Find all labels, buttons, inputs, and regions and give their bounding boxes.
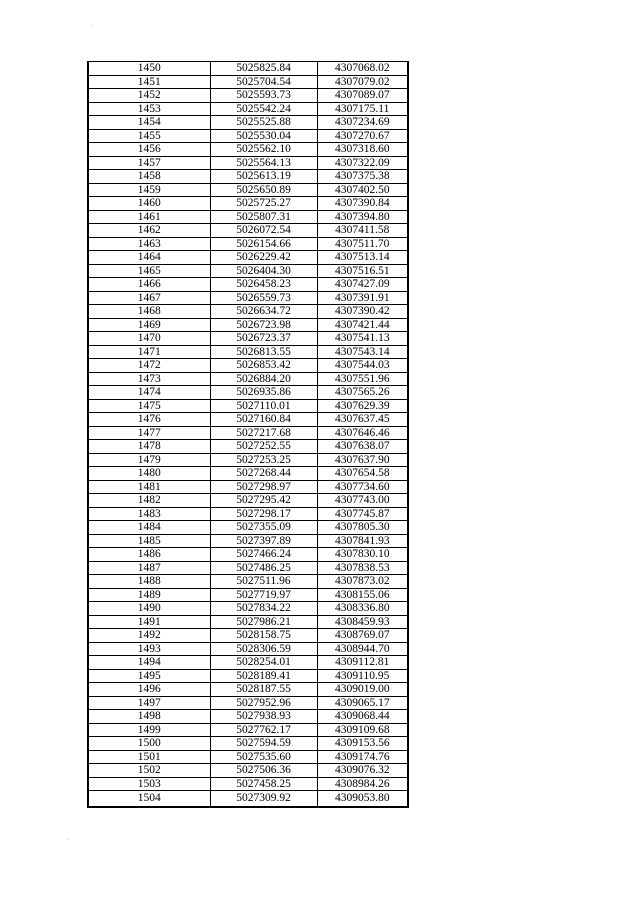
y-coordinate-cell: 4307516.51 [317, 264, 408, 278]
x-coordinate-cell: 5027486.25 [210, 561, 317, 575]
y-coordinate-cell: 4309153.56 [317, 737, 408, 751]
x-coordinate-cell: 5027253.25 [210, 453, 317, 467]
table-row [88, 494, 408, 508]
y-coordinate-cell: 4307513.14 [317, 251, 408, 265]
x-coordinate-cell: 5025613.19 [210, 170, 317, 184]
x-coordinate-cell: 5027298.97 [210, 480, 317, 494]
x-coordinate-cell: 5027295.42 [210, 494, 317, 508]
table-row [88, 669, 408, 683]
y-coordinate-cell: 4309109.68 [317, 723, 408, 737]
point-number-cell: 1452 [88, 89, 210, 103]
y-coordinate-cell: 4309112.81 [317, 656, 408, 670]
table-row [88, 116, 408, 130]
y-coordinate-cell: 4307629.39 [317, 399, 408, 413]
point-number-cell: 1471 [88, 345, 210, 359]
point-number-cell: 1503 [88, 777, 210, 791]
table-row [88, 197, 408, 211]
point-number-cell: 1464 [88, 251, 210, 265]
y-coordinate-cell: 4309065.17 [317, 696, 408, 710]
x-coordinate-cell: 5026634.72 [210, 305, 317, 319]
x-coordinate-cell: 5026723.37 [210, 332, 317, 346]
coordinates-table-body [88, 62, 408, 808]
table-row [88, 507, 408, 521]
x-coordinate-cell: 5026404.30 [210, 264, 317, 278]
y-coordinate-cell: 4307838.53 [317, 561, 408, 575]
corner-mark-bottom: · [66, 835, 69, 844]
table-row [88, 386, 408, 400]
point-number-cell: 1462 [88, 224, 210, 238]
table-row [88, 251, 408, 265]
x-coordinate-cell: 5027719.97 [210, 588, 317, 602]
point-number-cell: 1495 [88, 669, 210, 683]
x-coordinate-cell: 5027594.59 [210, 737, 317, 751]
point-number-cell: 1477 [88, 426, 210, 440]
table-row [88, 143, 408, 157]
y-coordinate-cell: 4309110.95 [317, 669, 408, 683]
point-number-cell: 1497 [88, 696, 210, 710]
table-row [88, 588, 408, 602]
x-coordinate-cell: 5027834.22 [210, 602, 317, 616]
y-coordinate-cell: 4307391.91 [317, 291, 408, 305]
y-coordinate-cell: 4309174.76 [317, 750, 408, 764]
x-coordinate-cell: 5027762.17 [210, 723, 317, 737]
point-number-cell: 1472 [88, 359, 210, 373]
table-row [88, 453, 408, 467]
table-row [88, 399, 408, 413]
x-coordinate-cell: 5027986.21 [210, 615, 317, 629]
point-number-cell: 1492 [88, 629, 210, 643]
table-row [88, 345, 408, 359]
point-number-cell: 1479 [88, 453, 210, 467]
table-row [88, 575, 408, 589]
y-coordinate-cell: 4307421.44 [317, 318, 408, 332]
y-coordinate-cell: 4307394.80 [317, 210, 408, 224]
x-coordinate-cell: 5027938.93 [210, 710, 317, 724]
y-coordinate-cell: 4307390.84 [317, 197, 408, 211]
point-number-cell: 1499 [88, 723, 210, 737]
x-coordinate-cell: 5027252.55 [210, 440, 317, 454]
x-coordinate-cell: 5027160.84 [210, 413, 317, 427]
table-row [88, 372, 408, 386]
x-coordinate-cell: 5026072.54 [210, 224, 317, 238]
point-number-cell: 1483 [88, 507, 210, 521]
x-coordinate-cell: 5025562.10 [210, 143, 317, 157]
point-number-cell: 1504 [88, 791, 210, 808]
point-number-cell: 1466 [88, 278, 210, 292]
y-coordinate-cell: 4307841.93 [317, 534, 408, 548]
point-number-cell: 1491 [88, 615, 210, 629]
table-row [88, 440, 408, 454]
point-number-cell: 1480 [88, 467, 210, 481]
point-number-cell: 1465 [88, 264, 210, 278]
point-number-cell: 1494 [88, 656, 210, 670]
y-coordinate-cell: 4309053.80 [317, 791, 408, 808]
table-row [88, 696, 408, 710]
point-number-cell: 1484 [88, 521, 210, 535]
point-number-cell: 1458 [88, 170, 210, 184]
point-number-cell: 1487 [88, 561, 210, 575]
x-coordinate-cell: 5027506.36 [210, 764, 317, 778]
table-row [88, 75, 408, 89]
y-coordinate-cell: 4307638.07 [317, 440, 408, 454]
table-row [88, 156, 408, 170]
table-row [88, 656, 408, 670]
x-coordinate-cell: 5026853.42 [210, 359, 317, 373]
table-row [88, 183, 408, 197]
x-coordinate-cell: 5025825.84 [210, 62, 317, 76]
table-row [88, 642, 408, 656]
x-coordinate-cell: 5025725.27 [210, 197, 317, 211]
point-number-cell: 1455 [88, 129, 210, 143]
y-coordinate-cell: 4308944.70 [317, 642, 408, 656]
x-coordinate-cell: 5025593.73 [210, 89, 317, 103]
table-row [88, 750, 408, 764]
table-row [88, 683, 408, 697]
corner-mark-top: · [90, 22, 93, 31]
x-coordinate-cell: 5025650.89 [210, 183, 317, 197]
point-number-cell: 1493 [88, 642, 210, 656]
x-coordinate-cell: 5025525.88 [210, 116, 317, 130]
point-number-cell: 1463 [88, 237, 210, 251]
table-row [88, 278, 408, 292]
point-number-cell: 1489 [88, 588, 210, 602]
y-coordinate-cell: 4307565.26 [317, 386, 408, 400]
x-coordinate-cell: 5026229.42 [210, 251, 317, 265]
x-coordinate-cell: 5027535.60 [210, 750, 317, 764]
y-coordinate-cell: 4307175.11 [317, 102, 408, 116]
y-coordinate-cell: 4308459.93 [317, 615, 408, 629]
table-row [88, 305, 408, 319]
table-row [88, 764, 408, 778]
table-row [88, 170, 408, 184]
y-coordinate-cell: 4307637.90 [317, 453, 408, 467]
x-coordinate-cell: 5028254.01 [210, 656, 317, 670]
point-number-cell: 1485 [88, 534, 210, 548]
point-number-cell: 1460 [88, 197, 210, 211]
y-coordinate-cell: 4307541.13 [317, 332, 408, 346]
point-number-cell: 1486 [88, 548, 210, 562]
x-coordinate-cell: 5025807.31 [210, 210, 317, 224]
x-coordinate-cell: 5025542.24 [210, 102, 317, 116]
x-coordinate-cell: 5027217.68 [210, 426, 317, 440]
y-coordinate-cell: 4307390.42 [317, 305, 408, 319]
point-number-cell: 1470 [88, 332, 210, 346]
table-row [88, 791, 408, 808]
point-number-cell: 1468 [88, 305, 210, 319]
point-number-cell: 1453 [88, 102, 210, 116]
table-row [88, 426, 408, 440]
y-coordinate-cell: 4308336.80 [317, 602, 408, 616]
point-number-cell: 1467 [88, 291, 210, 305]
y-coordinate-cell: 4309076.32 [317, 764, 408, 778]
table-row [88, 210, 408, 224]
y-coordinate-cell: 4309068.44 [317, 710, 408, 724]
table-row [88, 723, 408, 737]
point-number-cell: 1461 [88, 210, 210, 224]
x-coordinate-cell: 5027952.96 [210, 696, 317, 710]
table-row [88, 237, 408, 251]
point-number-cell: 1500 [88, 737, 210, 751]
point-number-cell: 1488 [88, 575, 210, 589]
table-row [88, 629, 408, 643]
x-coordinate-cell: 5025564.13 [210, 156, 317, 170]
x-coordinate-cell: 5027466.24 [210, 548, 317, 562]
point-number-cell: 1478 [88, 440, 210, 454]
x-coordinate-cell: 5026884.20 [210, 372, 317, 386]
table-row [88, 777, 408, 791]
y-coordinate-cell: 4307646.46 [317, 426, 408, 440]
table-row [88, 548, 408, 562]
point-number-cell: 1457 [88, 156, 210, 170]
y-coordinate-cell: 4307511.70 [317, 237, 408, 251]
y-coordinate-cell: 4307234.69 [317, 116, 408, 130]
y-coordinate-cell: 4307322.09 [317, 156, 408, 170]
x-coordinate-cell: 5026723.98 [210, 318, 317, 332]
x-coordinate-cell: 5027458.25 [210, 777, 317, 791]
x-coordinate-cell: 5027110.01 [210, 399, 317, 413]
y-coordinate-cell: 4307805.30 [317, 521, 408, 535]
y-coordinate-cell: 4307318.60 [317, 143, 408, 157]
table-row [88, 89, 408, 103]
x-coordinate-cell: 5027268.44 [210, 467, 317, 481]
table-row [88, 602, 408, 616]
point-number-cell: 1454 [88, 116, 210, 130]
y-coordinate-cell: 4307270.67 [317, 129, 408, 143]
x-coordinate-cell: 5026458.23 [210, 278, 317, 292]
point-number-cell: 1451 [88, 75, 210, 89]
point-number-cell: 1490 [88, 602, 210, 616]
x-coordinate-cell: 5027397.89 [210, 534, 317, 548]
point-number-cell: 1474 [88, 386, 210, 400]
x-coordinate-cell: 5028187.55 [210, 683, 317, 697]
table-row [88, 318, 408, 332]
x-coordinate-cell: 5027355.09 [210, 521, 317, 535]
point-number-cell: 1502 [88, 764, 210, 778]
point-number-cell: 1496 [88, 683, 210, 697]
x-coordinate-cell: 5028158.75 [210, 629, 317, 643]
y-coordinate-cell: 4307079.02 [317, 75, 408, 89]
y-coordinate-cell: 4307743.00 [317, 494, 408, 508]
x-coordinate-cell: 5027309.92 [210, 791, 317, 808]
point-number-cell: 1476 [88, 413, 210, 427]
y-coordinate-cell: 4307745.87 [317, 507, 408, 521]
y-coordinate-cell: 4307830.10 [317, 548, 408, 562]
y-coordinate-cell: 4307543.14 [317, 345, 408, 359]
x-coordinate-cell: 5026935.86 [210, 386, 317, 400]
y-coordinate-cell: 4308155.06 [317, 588, 408, 602]
point-number-cell: 1469 [88, 318, 210, 332]
y-coordinate-cell: 4307089.07 [317, 89, 408, 103]
table-row [88, 332, 408, 346]
table-row [88, 615, 408, 629]
table-row [88, 467, 408, 481]
y-coordinate-cell: 4307375.38 [317, 170, 408, 184]
y-coordinate-cell: 4308984.26 [317, 777, 408, 791]
y-coordinate-cell: 4307402.50 [317, 183, 408, 197]
table-row [88, 534, 408, 548]
point-number-cell: 1481 [88, 480, 210, 494]
y-coordinate-cell: 4307068.02 [317, 62, 408, 76]
x-coordinate-cell: 5025530.04 [210, 129, 317, 143]
table-row [88, 521, 408, 535]
table-row [88, 102, 408, 116]
y-coordinate-cell: 4307734.60 [317, 480, 408, 494]
point-number-cell: 1459 [88, 183, 210, 197]
table-row [88, 62, 408, 76]
table-row [88, 413, 408, 427]
x-coordinate-cell: 5025704.54 [210, 75, 317, 89]
table-row [88, 359, 408, 373]
table-row [88, 291, 408, 305]
point-number-cell: 1473 [88, 372, 210, 386]
y-coordinate-cell: 4308769.07 [317, 629, 408, 643]
y-coordinate-cell: 4309019.00 [317, 683, 408, 697]
point-number-cell: 1450 [88, 62, 210, 76]
x-coordinate-cell: 5027298.17 [210, 507, 317, 521]
table-row [88, 737, 408, 751]
y-coordinate-cell: 4307637.45 [317, 413, 408, 427]
y-coordinate-cell: 4307873.02 [317, 575, 408, 589]
table-row [88, 561, 408, 575]
x-coordinate-cell: 5028189.41 [210, 669, 317, 683]
point-number-cell: 1475 [88, 399, 210, 413]
coordinates-table [87, 61, 409, 808]
point-number-cell: 1501 [88, 750, 210, 764]
x-coordinate-cell: 5026559.73 [210, 291, 317, 305]
x-coordinate-cell: 5026154.66 [210, 237, 317, 251]
point-number-cell: 1456 [88, 143, 210, 157]
x-coordinate-cell: 5026813.55 [210, 345, 317, 359]
table-row [88, 264, 408, 278]
table-row [88, 480, 408, 494]
x-coordinate-cell: 5028306.59 [210, 642, 317, 656]
y-coordinate-cell: 4307544.03 [317, 359, 408, 373]
table-row [88, 224, 408, 238]
table-row [88, 710, 408, 724]
table-row [88, 129, 408, 143]
y-coordinate-cell: 4307654.58 [317, 467, 408, 481]
y-coordinate-cell: 4307411.58 [317, 224, 408, 238]
x-coordinate-cell: 5027511.96 [210, 575, 317, 589]
y-coordinate-cell: 4307551.96 [317, 372, 408, 386]
point-number-cell: 1498 [88, 710, 210, 724]
point-number-cell: 1482 [88, 494, 210, 508]
y-coordinate-cell: 4307427.09 [317, 278, 408, 292]
